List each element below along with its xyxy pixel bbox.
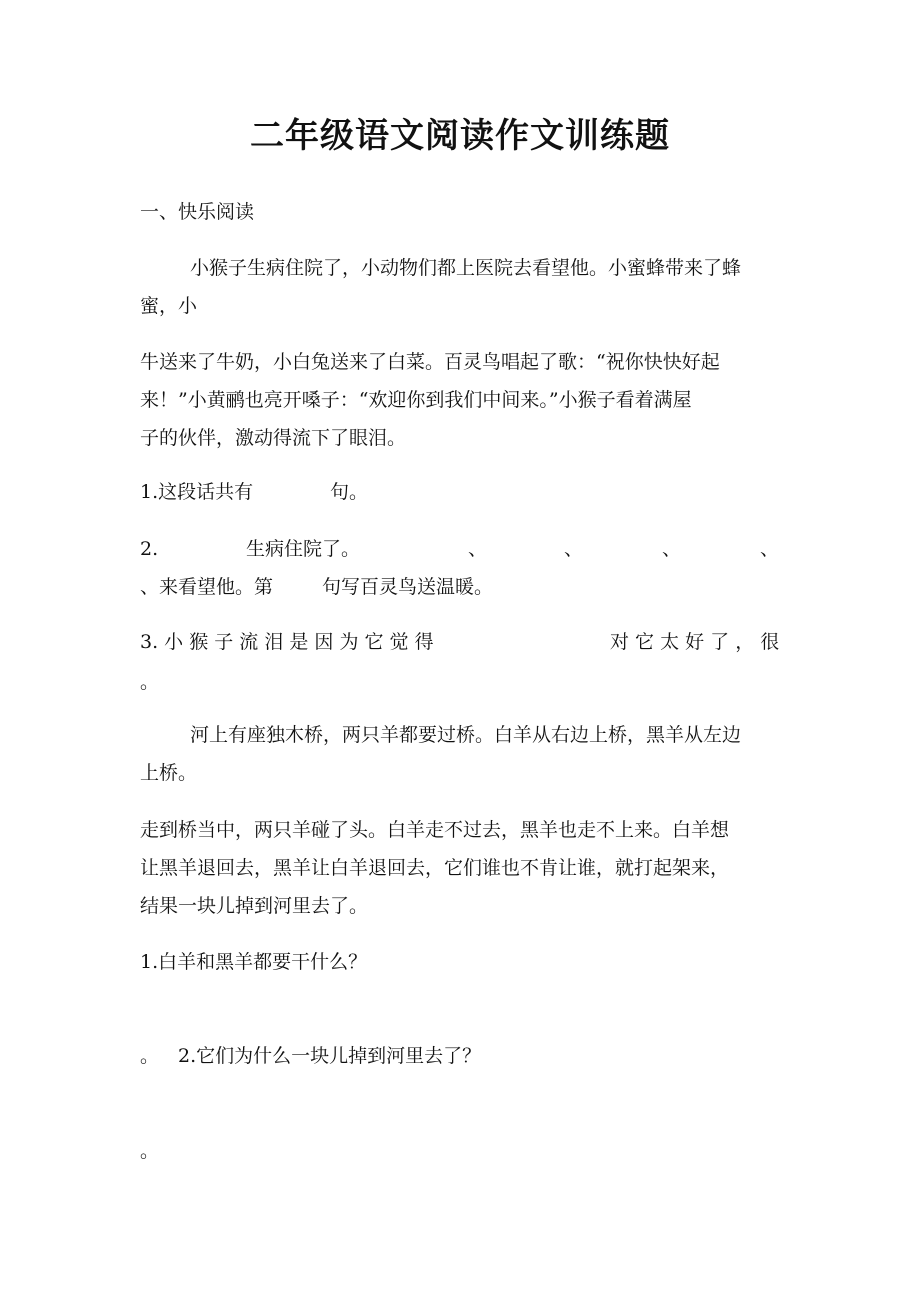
question-2-line2-suffix: 句写百灵鸟送温暖。 [322,576,494,598]
passage2-question-1: 1.白羊和黑羊都要干什么？ [140,951,368,973]
passage1-line: 牛送来了牛奶，小白兔送来了白菜。百灵鸟唱起了歌：“祝你快快好起 [140,351,720,373]
question-2-separator: 、 [468,538,488,560]
passage2-line: 让黑羊退回去，黑羊让白羊退回去，它们谁也不肯让谁，就打起架来， [140,857,730,879]
page-title: 二年级语文阅读作文训练题 [250,116,670,156]
question-3-text: 3. 小 猴 子 流 泪 是 因 为 它 觉 得 [140,631,434,653]
passage2-answer-1-end: 。 [140,1045,160,1067]
question-2-separator: 、 [662,538,682,560]
passage1-line: 小猴子生病住院了，小动物们都上医院去看望他。小蜜蜂带来了蜂 [190,257,742,279]
passage2-line: 上桥。 [140,762,198,784]
question-2-number: 2. [140,538,159,560]
passage2-line: 走到桥当中，两只羊碰了头。白羊走不过去，黑羊也走不上来。白羊想 [140,819,730,841]
question-2-separator: 、 [564,538,584,560]
question-1-suffix: 句。 [330,481,369,503]
passage2-line: 结果一块儿掉到河里去了。 [140,895,369,917]
question-2-text: 生病住院了。 [246,538,361,560]
question-3-period: 。 [140,671,160,693]
passage1-line: 子的伙伴，激动得流下了眼泪。 [140,427,407,449]
question-1-text: 1.这段话共有 [140,481,254,503]
section-heading: 一、快乐阅读 [140,201,255,223]
passage2-question-2: 2.它们为什么一块儿掉到河里去了？ [178,1045,482,1067]
question-2-separator: 、 [760,538,780,560]
question-2-line2-text: 、来看望他。第 [140,576,274,598]
passage2-line: 河上有座独木桥，两只羊都要过桥。白羊从右边上桥，黑羊从左边 [190,724,742,746]
passage2-answer-2-end: 。 [140,1140,160,1162]
passage1-line: 来！”小黄鹂也亮开嗓子：“欢迎你到我们中间来。”小猴子看着满屋 [140,389,692,411]
question-3-text-end: 对 它 太 好 了 ， 很 [610,631,780,653]
passage1-line: 蜜，小 [140,295,198,317]
